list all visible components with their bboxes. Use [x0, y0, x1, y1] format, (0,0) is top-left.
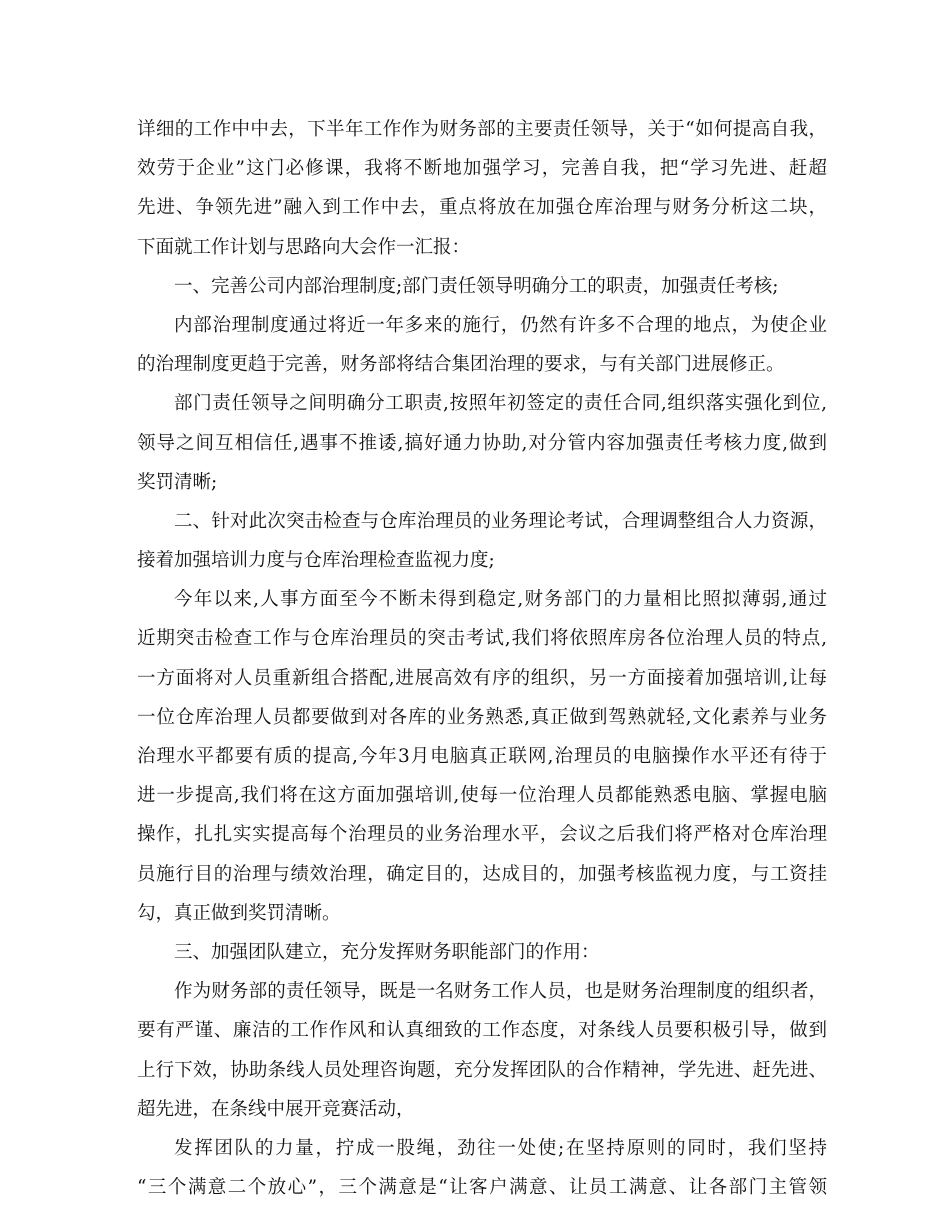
text-line: 二、针对此次突击检查与仓库治理员的业务理论考试，合理调整组合人力资源，: [174, 510, 827, 532]
text-line: 内部治理制度通过将近一年多来的施行，仍然有许多不合理的地点，为使企业: [174, 314, 827, 336]
text-line: 领导之间互相信任,遇事不推诿,搞好通力协助,对分管内容加强责任考核力度,做到: [137, 432, 827, 454]
text-line: 作为财务部的责任领导，既是一名财务工作人员，也是财务治理制度的组织者，: [174, 981, 827, 1003]
text-line: 勾，真正做到奖罚清晰。: [137, 902, 341, 924]
text-line: 要有严谨、廉洁的工作作风和认真细致的工作态度，对条线人员要积极引导，做到: [137, 1020, 827, 1042]
text-line: 三、加强团队建立，充分发挥财务职能部门的作用：: [174, 941, 600, 963]
text-line: 操作，扎扎实实提高每个治理员的业务治理水平，会议之后我们将严格对仓库治理: [137, 824, 827, 846]
text-line: 接着加强培训力度与仓库治理检查监视力度;: [137, 550, 495, 572]
text-line: 先进、争领先进”融入到工作中去，重点将放在加强仓库治理与财务分析这二块，: [137, 197, 827, 219]
text-line: 近期突击检查工作与仓库治理员的突击考试,我们将依照库房各位治理人员的特点,: [137, 628, 827, 650]
text-line: 上行下效，协助条线人员处理咨询题，充分发挥团队的合作精神，学先进、赶先进、: [137, 1059, 827, 1081]
text-line: 治理水平都要有质的提高,今年3月电脑真正联网,治理员的电脑操作水平还有待于: [137, 746, 827, 767]
text-line: 进一步提高,我们将在这方面加强培训,使每一位治理人员都能熟悉电脑、掌握电脑: [137, 785, 827, 807]
text-line: 的治理制度更趋于完善，财务部将结合集团治理的要求，与有关部门进展修正。: [137, 354, 785, 376]
text-line: 一方面将对人员重新组合搭配,进展高效有序的组织，另一方面接着加强培训,让每: [137, 667, 827, 689]
text-line: 超先进，在条线中展开竞赛活动，: [137, 1098, 415, 1120]
text-line: 今年以来,人事方面至今不断未得到稳定,财务部门的力量相比照拟薄弱,通过: [174, 589, 827, 611]
text-line: 详细的工作中中去，下半年工作作为财务部的主要责任领导，关于“如何提高自我，: [137, 119, 827, 140]
text-line: 部门责任领导之间明确分工职责,按照年初签定的责任合同,组织落实强化到位,: [174, 393, 827, 415]
text-line: 效劳于企业”这门必修课，我将不断地加强学习，完善自我，把“学习先进、赶超: [137, 158, 827, 180]
text-line: 下面就工作计划与思路向大会作一汇报：: [137, 236, 471, 258]
text-line: 奖罚清晰;: [137, 471, 218, 493]
text-line: 一、完善公司内部治理制度;部门责任领导明确分工的职责，加强责任考核;: [174, 275, 779, 297]
text-line: 发挥团队的力量，拧成一股绳，劲往一处使;在坚持原则的同时，我们坚持: [174, 1137, 827, 1159]
text-line: “三个满意二个放心”，三个满意是“让客户满意、让员工满意、让各部门主管领: [137, 1177, 827, 1199]
text-line: 一位仓库治理人员都要做到对各库的业务熟悉,真正做到驾熟就轻,文化素养与业务: [137, 706, 827, 728]
document-body: [137, 110, 827, 1207]
text-line: 员施行目的治理与绩效治理，确定目的，达成目的，加强考核监视力度，与工资挂: [137, 863, 827, 885]
